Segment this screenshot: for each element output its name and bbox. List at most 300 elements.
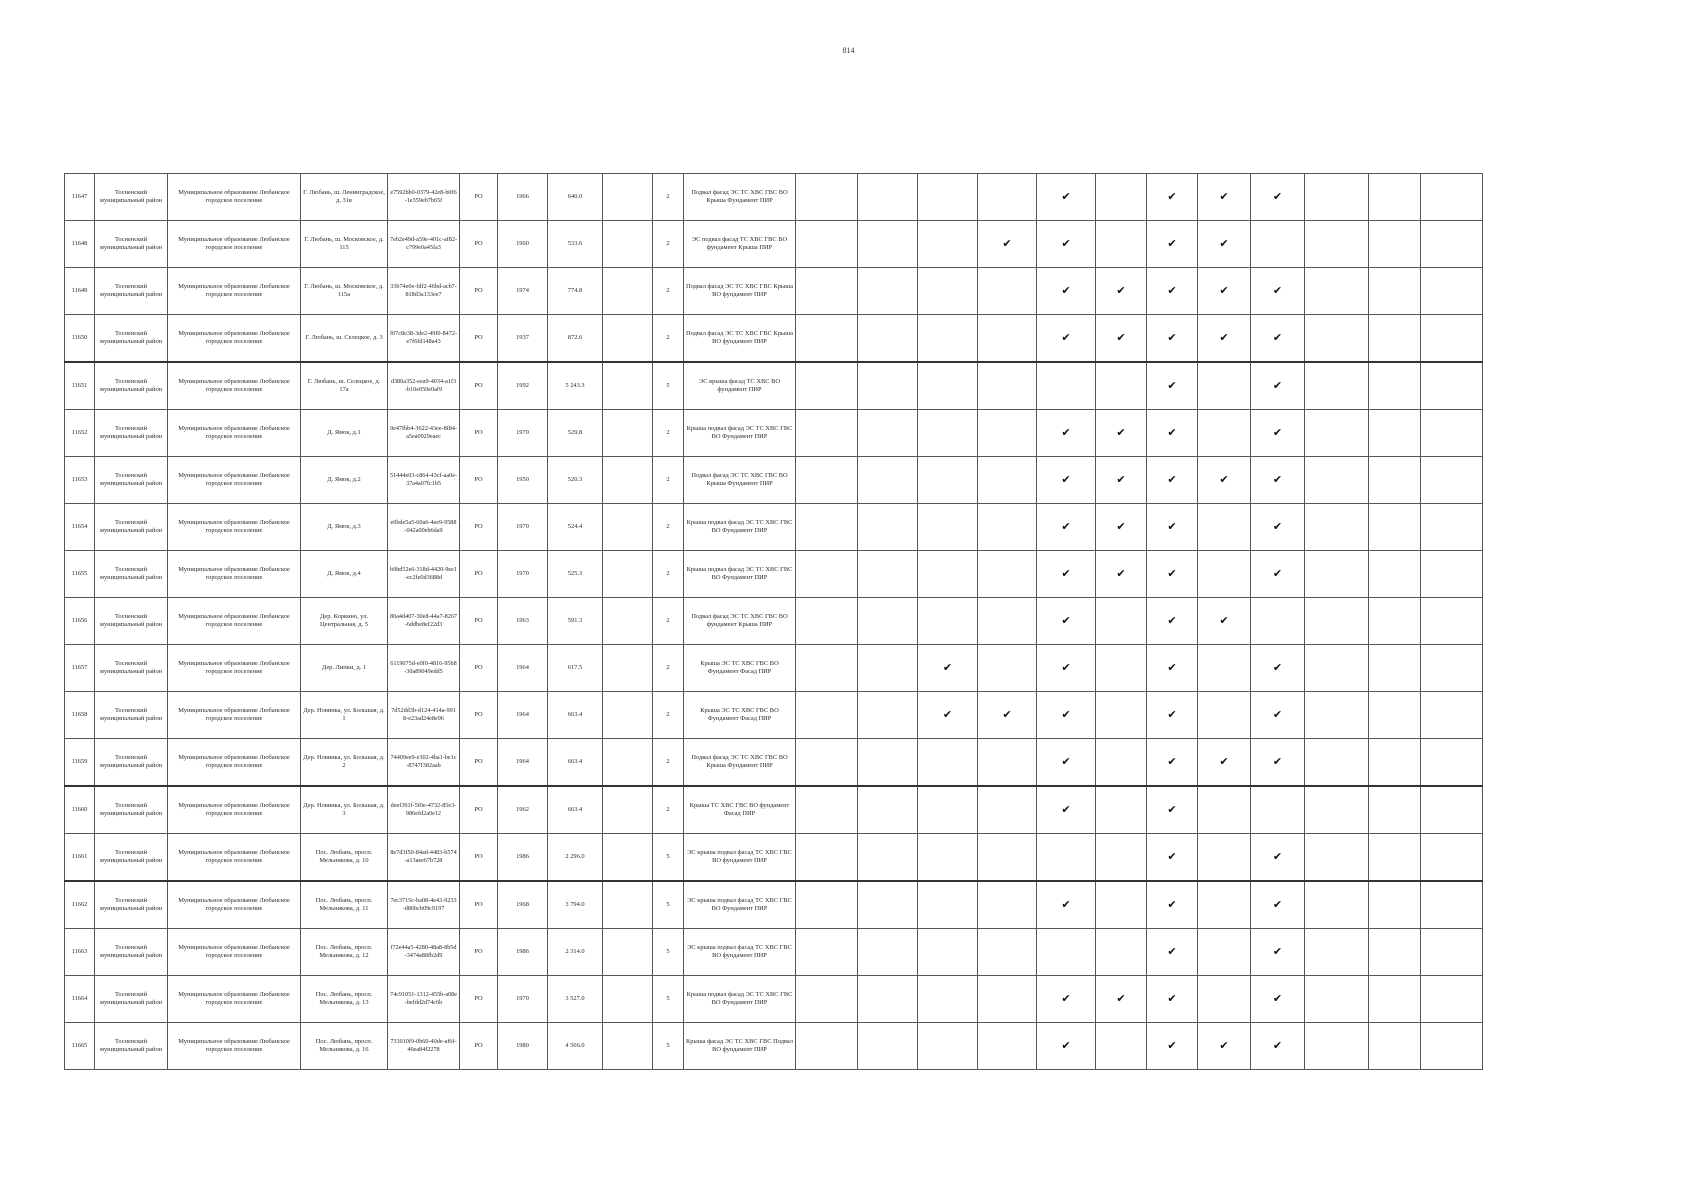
address-cell: Г. Любань, ш. Московское, д. 115а [301,268,388,315]
type-cell: РО [460,410,498,457]
empty-cell [1251,598,1305,645]
type-cell: РО [460,362,498,410]
guid-cell: 9e47fbb4-3622-43ee-8f84-a5ea0929eaec [388,410,460,457]
empty-cell [1369,881,1421,929]
district-cell: Тосненский муниципальный район [95,504,168,551]
empty-cell [1305,881,1369,929]
table-row [65,739,1483,787]
check-mark-icon: ✔ [1037,739,1096,787]
check-mark-icon: ✔ [1198,1023,1251,1070]
empty-cell [1198,834,1251,882]
page-number: 814 [842,46,855,55]
table-row [65,645,1483,692]
district-cell: Тосненский муниципальный район [95,739,168,787]
empty-cell [1421,692,1483,739]
type-cell: РО [460,504,498,551]
empty-cell [603,645,653,692]
empty-cell [978,929,1037,976]
check-mark-icon: ✔ [1198,221,1251,268]
area-cell: 663.4 [548,692,603,739]
works-cell: Крыша ТС ХВС ГВС ВО фундамент Фасад ПИР [684,786,796,834]
empty-cell [796,881,858,929]
check-mark-icon: ✔ [1037,598,1096,645]
year-cell: 1966 [498,174,548,221]
address-cell: Пос. Любань, просп. Мельникова, д. 10 [301,834,388,882]
empty-cell [1369,315,1421,363]
check-mark-icon: ✔ [1251,929,1305,976]
area-cell: 5 243.3 [548,362,603,410]
empty-cell [1421,1023,1483,1070]
check-mark-icon: ✔ [978,692,1037,739]
works-cell: Подвал фасад ЭС ТС ХВС ГВС Крыша ВО фундамент ПИР [684,268,796,315]
empty-cell [918,221,978,268]
empty-cell [796,551,858,598]
check-mark-icon: ✔ [1037,410,1096,457]
guid-cell: b9bd52e6-318d-4420-9ee1-ec2fe0d3688d [388,551,460,598]
empty-cell [918,739,978,787]
district-cell: Тосненский муниципальный район [95,551,168,598]
check-mark-icon: ✔ [1147,504,1198,551]
empty-cell [1251,221,1305,268]
empty-cell [918,881,978,929]
empty-cell [603,315,653,363]
municipality-cell: Муниципальное образование Любанское городское поселение [168,551,301,598]
year-cell: 1963 [498,598,548,645]
check-mark-icon: ✔ [1198,457,1251,504]
floors-cell: 2 [653,786,684,834]
row-id: 11649 [65,268,95,315]
check-mark-icon: ✔ [1096,268,1147,315]
floors-cell: 5 [653,881,684,929]
check-mark-icon: ✔ [1147,692,1198,739]
type-cell: РО [460,174,498,221]
table-row [65,504,1483,551]
address-cell: Дер. Новинка, ул. Большая, д. 2 [301,739,388,787]
area-cell: 2 314.0 [548,929,603,976]
empty-cell [1305,551,1369,598]
table-row [65,362,1483,410]
area-cell: 872.6 [548,315,603,363]
empty-cell [1421,174,1483,221]
check-mark-icon: ✔ [1147,786,1198,834]
year-cell: 1950 [498,457,548,504]
empty-cell [1305,834,1369,882]
empty-cell [796,457,858,504]
check-mark-icon: ✔ [1037,221,1096,268]
guid-cell: 80a4d407-30e8-44a7-8267-6ddbe8ef22d3 [388,598,460,645]
empty-cell [1369,1023,1421,1070]
municipality-cell: Муниципальное образование Любанское городское поселение [168,268,301,315]
check-mark-icon: ✔ [1198,598,1251,645]
check-mark-icon: ✔ [1147,174,1198,221]
empty-cell [858,315,918,363]
check-mark-icon: ✔ [1096,457,1147,504]
empty-cell [858,221,918,268]
empty-cell [978,881,1037,929]
type-cell: РО [460,1023,498,1070]
empty-cell [858,881,918,929]
empty-cell [1305,504,1369,551]
works-cell: ЭС крыша фасад ТС ХВС ВО фундамент ПИР [684,362,796,410]
empty-cell [858,598,918,645]
district-cell: Тосненский муниципальный район [95,692,168,739]
empty-cell [918,598,978,645]
empty-cell [603,598,653,645]
registry-table [64,173,1483,1070]
check-mark-icon: ✔ [1251,362,1305,410]
municipality-cell: Муниципальное образование Любанское городское поселение [168,221,301,268]
check-mark-icon: ✔ [1147,739,1198,787]
empty-cell [978,268,1037,315]
table-row [65,692,1483,739]
works-cell: ЭС крыша подвал фасад ТС ХВС ГВС ВО Фундамент ПИР [684,881,796,929]
empty-cell [603,362,653,410]
empty-cell [978,786,1037,834]
empty-cell [858,362,918,410]
year-cell: 1970 [498,410,548,457]
works-cell: Подвал фасад ЭС ТС ХВС ГВС Крыша ВО фундамент ПИР [684,315,796,363]
empty-cell [1421,598,1483,645]
guid-cell: e0bde5a5-60a6-4ee9-9588-042a00eb6da9 [388,504,460,551]
floors-cell: 2 [653,268,684,315]
address-cell: Д. Ямок, д.1 [301,410,388,457]
empty-cell [918,457,978,504]
row-id: 11657 [65,645,95,692]
empty-cell [858,786,918,834]
guid-cell: 7ec3715c-ba08-4e43-9233-d86bcb09c9197 [388,881,460,929]
empty-cell [1421,504,1483,551]
check-mark-icon: ✔ [1037,881,1096,929]
area-cell: 617.5 [548,645,603,692]
guid-cell: 74c91051-1312-455b-a08e-befdd2d74c6b [388,976,460,1023]
empty-cell [1305,362,1369,410]
empty-cell [1198,786,1251,834]
empty-cell [796,976,858,1023]
empty-cell [1096,362,1147,410]
empty-cell [1096,834,1147,882]
empty-cell [1096,598,1147,645]
year-cell: 1970 [498,976,548,1023]
address-cell: Пос. Любань, просп. Мельникова, д. 16 [301,1023,388,1070]
empty-cell [858,834,918,882]
empty-cell [918,410,978,457]
works-cell: Крыша ЭС ТС ХВС ГВС ВО Фундамент Фасад ПИР [684,645,796,692]
empty-cell [603,976,653,1023]
empty-cell [858,976,918,1023]
empty-cell [1305,221,1369,268]
row-id: 11663 [65,929,95,976]
floors-cell: 5 [653,976,684,1023]
guid-cell: d380a352-eea9-4034-a1f3-b10e050e0af9 [388,362,460,410]
floors-cell: 2 [653,551,684,598]
check-mark-icon: ✔ [1147,551,1198,598]
empty-cell [603,268,653,315]
empty-cell [1421,881,1483,929]
empty-cell [1369,504,1421,551]
empty-cell [978,362,1037,410]
empty-cell [1198,881,1251,929]
empty-cell [1305,929,1369,976]
empty-cell [858,739,918,787]
check-mark-icon: ✔ [1037,268,1096,315]
empty-cell [1305,598,1369,645]
empty-cell [918,786,978,834]
empty-cell [796,834,858,882]
empty-cell [603,929,653,976]
empty-cell [858,268,918,315]
check-mark-icon: ✔ [1147,268,1198,315]
empty-cell [1421,268,1483,315]
check-mark-icon: ✔ [1037,504,1096,551]
floors-cell: 5 [653,834,684,882]
empty-cell [603,551,653,598]
empty-cell [796,410,858,457]
floors-cell: 2 [653,504,684,551]
check-mark-icon: ✔ [1251,1023,1305,1070]
empty-cell [918,362,978,410]
address-cell: Дер. Коркино, ул. Центральная, д. 5 [301,598,388,645]
check-mark-icon: ✔ [1147,362,1198,410]
guid-cell: 51444e03-c864-43cf-aa0e-37a4a07fc1b5 [388,457,460,504]
area-cell: 520.3 [548,457,603,504]
empty-cell [1096,1023,1147,1070]
check-mark-icon: ✔ [1147,598,1198,645]
table-row [65,457,1483,504]
floors-cell: 5 [653,362,684,410]
address-cell: Д. Ямок, д.2 [301,457,388,504]
row-id: 11651 [65,362,95,410]
empty-cell [1369,976,1421,1023]
empty-cell [1198,362,1251,410]
table-row [65,1023,1483,1070]
works-cell: Крыша подвал фасад ЭС ТС ХВС ГВС ВО Фундамент ПИР [684,551,796,598]
year-cell: 1970 [498,551,548,598]
district-cell: Тосненский муниципальный район [95,1023,168,1070]
table-row [65,410,1483,457]
empty-cell [1198,645,1251,692]
check-mark-icon: ✔ [1198,174,1251,221]
type-cell: РО [460,457,498,504]
type-cell: РО [460,786,498,834]
district-cell: Тосненский муниципальный район [95,976,168,1023]
area-cell: 524.4 [548,504,603,551]
municipality-cell: Муниципальное образование Любанское городское поселение [168,929,301,976]
municipality-cell: Муниципальное образование Любанское городское поселение [168,692,301,739]
empty-cell [978,834,1037,882]
floors-cell: 2 [653,645,684,692]
empty-cell [918,551,978,598]
empty-cell [978,504,1037,551]
year-cell: 1962 [498,786,548,834]
empty-cell [1305,739,1369,787]
row-id: 11662 [65,881,95,929]
empty-cell [1421,551,1483,598]
check-mark-icon: ✔ [1251,268,1305,315]
address-cell: Д. Ямок, д.3 [301,504,388,551]
registry-body [65,174,1483,1070]
municipality-cell: Муниципальное образование Любанское городское поселение [168,504,301,551]
empty-cell [978,976,1037,1023]
check-mark-icon: ✔ [1147,976,1198,1023]
empty-cell [1421,410,1483,457]
empty-cell [858,174,918,221]
check-mark-icon: ✔ [1251,739,1305,787]
area-cell: 640.0 [548,174,603,221]
area-cell: 591.3 [548,598,603,645]
empty-cell [1421,976,1483,1023]
table-row [65,315,1483,363]
empty-cell [1369,598,1421,645]
address-cell: Г. Любань, ш. Селецкое, д. 3 [301,315,388,363]
empty-cell [1096,221,1147,268]
district-cell: Тосненский муниципальный район [95,598,168,645]
empty-cell [1421,457,1483,504]
empty-cell [796,268,858,315]
check-mark-icon: ✔ [1251,881,1305,929]
empty-cell [1369,551,1421,598]
row-id: 11650 [65,315,95,363]
district-cell: Тосненский муниципальный район [95,834,168,882]
empty-cell [978,410,1037,457]
check-mark-icon: ✔ [1198,739,1251,787]
check-mark-icon: ✔ [1147,881,1198,929]
floors-cell: 2 [653,221,684,268]
empty-cell [1198,976,1251,1023]
area-cell: 529.8 [548,410,603,457]
empty-cell [796,645,858,692]
empty-cell [796,598,858,645]
address-cell: Д. Ямок, д.4 [301,551,388,598]
empty-cell [603,1023,653,1070]
check-mark-icon: ✔ [1147,834,1198,882]
guid-cell: deef391f-5f0e-4732-85e3-986efd2a0e12 [388,786,460,834]
empty-cell [978,1023,1037,1070]
guid-cell: f07c8e38-3de2-49f0-8472-e7f6fd148a43 [388,315,460,363]
type-cell: РО [460,929,498,976]
area-cell: 3 794.0 [548,881,603,929]
check-mark-icon: ✔ [1147,1023,1198,1070]
floors-cell: 2 [653,457,684,504]
check-mark-icon: ✔ [1096,976,1147,1023]
district-cell: Тосненский муниципальный район [95,786,168,834]
address-cell: Дер. Новинка, ул. Большая, д. 3 [301,786,388,834]
check-mark-icon: ✔ [978,221,1037,268]
year-cell: 1970 [498,504,548,551]
empty-cell [603,174,653,221]
floors-cell: 5 [653,1023,684,1070]
empty-cell [1198,551,1251,598]
check-mark-icon: ✔ [1251,976,1305,1023]
empty-cell [603,739,653,787]
check-mark-icon: ✔ [1198,268,1251,315]
empty-cell [603,410,653,457]
empty-cell [796,1023,858,1070]
check-mark-icon: ✔ [1037,1023,1096,1070]
empty-cell [858,551,918,598]
row-id: 11656 [65,598,95,645]
empty-cell [978,551,1037,598]
type-cell: РО [460,834,498,882]
empty-cell [1421,315,1483,363]
empty-cell [1421,362,1483,410]
row-id: 11661 [65,834,95,882]
check-mark-icon: ✔ [1251,457,1305,504]
empty-cell [978,598,1037,645]
check-mark-icon: ✔ [1037,457,1096,504]
floors-cell: 2 [653,174,684,221]
works-cell: Подвал фасад ЭС ТС ХВС ГВС ВО Крыша Фундамент ПИР [684,457,796,504]
guid-cell: 6119075d-e0f0-4816-95b8-30a89049edd5 [388,645,460,692]
works-cell: ЭС крыша подвал фасад ТС ХВС ГВС ВО фундамент ПИР [684,929,796,976]
empty-cell [603,786,653,834]
check-mark-icon: ✔ [1096,551,1147,598]
empty-cell [1369,268,1421,315]
empty-cell [1369,929,1421,976]
guid-cell: 8e7d3f50-84ad-4483-b574-a13aee67b728 [388,834,460,882]
address-cell: Г. Любань, ш. Ленинградское, д. 31в [301,174,388,221]
check-mark-icon: ✔ [1096,315,1147,363]
municipality-cell: Муниципальное образование Любанское городское поселение [168,315,301,363]
municipality-cell: Муниципальное образование Любанское городское поселение [168,362,301,410]
guid-cell: e7592bb0-0379-42e8-b0f6-1e359eb7b65f [388,174,460,221]
guid-cell: 74409ee9-e302-4ba1-be1c-8747f382aab [388,739,460,787]
district-cell: Тосненский муниципальный район [95,362,168,410]
empty-cell [1421,834,1483,882]
works-cell: ЭС крыша подвал фасад ТС ХВС ГВС ВО фундамент ПИР [684,834,796,882]
works-cell: ЭС подвал фасад ТС ХВС ГВС ВО фундамент Крыша ПИР [684,221,796,268]
year-cell: 1960 [498,221,548,268]
row-id: 11665 [65,1023,95,1070]
works-cell: Крыша ЭС ТС ХВС ГВС ВО Фундамент Фасад ПИР [684,692,796,739]
empty-cell [1305,315,1369,363]
year-cell: 1937 [498,315,548,363]
empty-cell [978,645,1037,692]
municipality-cell: Муниципальное образование Любанское городское поселение [168,834,301,882]
check-mark-icon: ✔ [1147,457,1198,504]
empty-cell [1305,174,1369,221]
municipality-cell: Муниципальное образование Любанское городское поселение [168,739,301,787]
check-mark-icon: ✔ [1096,504,1147,551]
municipality-cell: Муниципальное образование Любанское городское поселение [168,598,301,645]
year-cell: 1964 [498,645,548,692]
type-cell: РО [460,881,498,929]
empty-cell [918,976,978,1023]
empty-cell [603,834,653,882]
empty-cell [918,268,978,315]
empty-cell [603,504,653,551]
check-mark-icon: ✔ [1251,645,1305,692]
municipality-cell: Муниципальное образование Любанское городское поселение [168,645,301,692]
check-mark-icon: ✔ [1147,929,1198,976]
type-cell: РО [460,645,498,692]
empty-cell [858,457,918,504]
area-cell: 663.4 [548,786,603,834]
area-cell: 533.6 [548,221,603,268]
row-id: 11647 [65,174,95,221]
table-row [65,174,1483,221]
year-cell: 1964 [498,692,548,739]
year-cell: 1992 [498,362,548,410]
empty-cell [1037,929,1096,976]
check-mark-icon: ✔ [1037,786,1096,834]
district-cell: Тосненский муниципальный район [95,881,168,929]
area-cell: 774.8 [548,268,603,315]
row-id: 11659 [65,739,95,787]
empty-cell [796,692,858,739]
floors-cell: 2 [653,692,684,739]
empty-cell [858,929,918,976]
empty-cell [1198,410,1251,457]
